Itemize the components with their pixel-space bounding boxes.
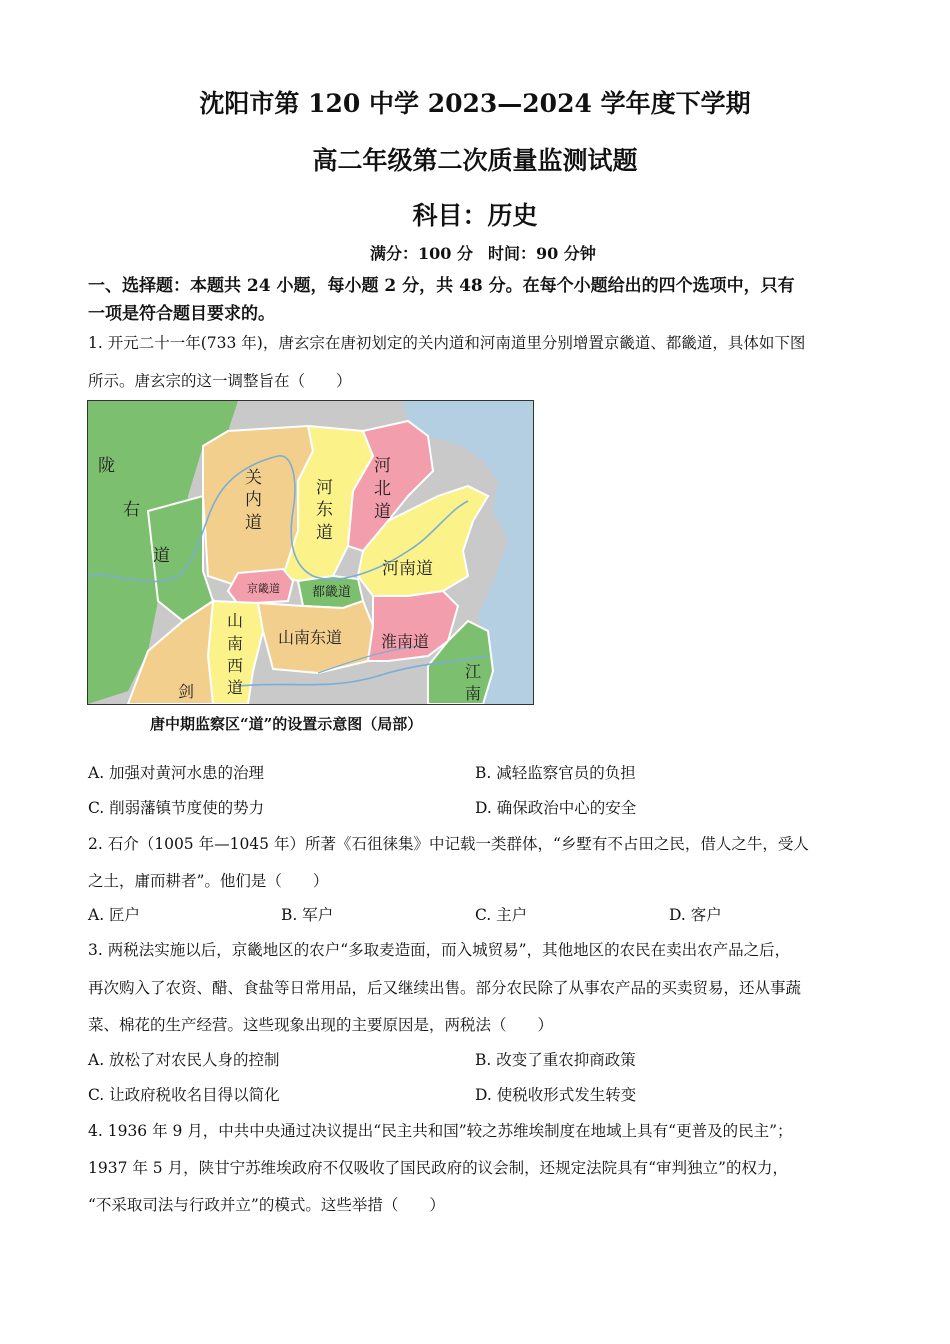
label-jiangnan-2: 南 (465, 684, 482, 703)
question-3-stem: 再次购入了农资、醋、食盐等日常用品，后又继续出售。部分农民除了从事农产品的买卖贸易，还从事蔬 (88, 979, 802, 997)
label-shannanxi-4: 道 (227, 678, 244, 697)
label-guannei-3: 道 (245, 513, 262, 533)
question-2-option-b[interactable]: B. 军户 (281, 906, 334, 924)
question-1-option-a[interactable]: A. 加强对黄河水患的治理 (88, 764, 265, 782)
full-score: 满分：100 分 (370, 244, 473, 263)
question-3-option-c[interactable]: C. 让政府税收名目得以简化 (88, 1086, 280, 1104)
subject-title: 科目：历史 (412, 201, 538, 230)
question-3-option-a[interactable]: A. 放松了对农民人身的控制 (88, 1051, 280, 1069)
question-3-option-d[interactable]: D. 使税收形式发生转变 (475, 1086, 637, 1104)
label-hedong-3: 道 (316, 523, 333, 543)
exam-title: 沈阳市第 120 中学 2023—2024 学年度下学期 (199, 89, 751, 118)
map-caption: 唐中期监察区“道”的设置示意图（局部） (150, 715, 423, 733)
question-1-option-d[interactable]: D. 确保政治中心的安全 (475, 799, 637, 817)
label-shannanxi-2: 南 (227, 634, 244, 653)
question-2-stem: 2. 石介（1005 年—1045 年）所著《石徂徕集》中记载一类群体，“乡墅有不占田之民，借人之牛，受人 (88, 835, 809, 853)
label-duji: 都畿道 (312, 585, 352, 600)
label-shannandong: 山南东道 (278, 628, 343, 647)
label-guannei-1: 关 (245, 468, 262, 488)
label-dao-left: 道 (153, 546, 170, 566)
question-2-option-a[interactable]: A. 匠户 (88, 906, 141, 924)
question-1-stem: 所示。唐玄宗的这一调整旨在（ ） (88, 372, 352, 390)
question-1-stem: 1. 开元二十一年(733 年)，唐玄宗在唐初划定的关内道和河南道里分别增置京畿道、都畿道，具体如下图 (88, 334, 806, 352)
map-svg (88, 401, 533, 704)
question-2-stem: 之土，庸而耕者”。他们是（ ） (88, 872, 329, 890)
exam-time: 时间：90 分钟 (488, 244, 596, 263)
label-guannei-2: 内 (245, 490, 262, 510)
label-huainan: 淮南道 (381, 632, 430, 651)
label-shannanxi-1: 山 (227, 611, 244, 630)
section-heading: 一、选择题：本题共 24 小题，每小题 2 分，共 48 分。在每个小题给出的四个选项中，只有 (88, 276, 795, 296)
question-4-stem: 4. 1936 年 9 月，中共中央通过决议提出“民主共和国”较之苏维埃制度在地域上具有“更普及的民主”； (88, 1122, 793, 1140)
question-2-option-c[interactable]: C. 主户 (475, 906, 528, 924)
label-hedong-1: 河 (316, 478, 333, 498)
label-hebei-1: 河 (374, 456, 391, 476)
label-hebei-2: 北 (374, 479, 391, 499)
question-3-stem: 菜、棉花的生产经营。这些现象出现的主要原因是，两税法（ ） (88, 1016, 554, 1034)
label-jingji: 京畿道 (247, 582, 280, 595)
label-hebei-3: 道 (374, 502, 391, 522)
question-2-option-d[interactable]: D. 客户 (669, 906, 722, 924)
label-long: 陇 (98, 456, 115, 476)
tang-circuits-map (87, 400, 534, 705)
question-4-stem: 1937 年 5 月，陕甘宁苏维埃政府不仅吸收了国民政府的议会制，还规定法院具有“审判独立”的权力， (88, 1159, 788, 1177)
label-you: 右 (123, 500, 140, 520)
label-hedong-2: 东 (316, 500, 333, 520)
label-henan: 河南道 (382, 559, 433, 579)
question-3-option-b[interactable]: B. 改变了重农抑商政策 (475, 1051, 636, 1069)
exam-subtitle: 高二年级第二次质量监测试题 (312, 146, 638, 175)
section-heading-cont: 一项是符合题目要求的。 (88, 304, 275, 324)
question-1-option-c[interactable]: C. 削弱藩镇节度使的势力 (88, 799, 265, 817)
question-4-stem: “不采取司法与行政并立”的模式。这些举措（ ） (88, 1196, 445, 1214)
label-shannanxi-3: 西 (227, 656, 244, 675)
question-3-stem: 3. 两税法实施以后，京畿地区的农户“多取麦造面，而入城贸易”，其他地区的农民在卖出农产品之后， (88, 941, 791, 959)
question-1-option-b[interactable]: B. 减轻监察官员的负担 (475, 764, 636, 782)
label-jian: 剑 (178, 682, 195, 701)
label-jiangnan-1: 江 (465, 662, 482, 681)
